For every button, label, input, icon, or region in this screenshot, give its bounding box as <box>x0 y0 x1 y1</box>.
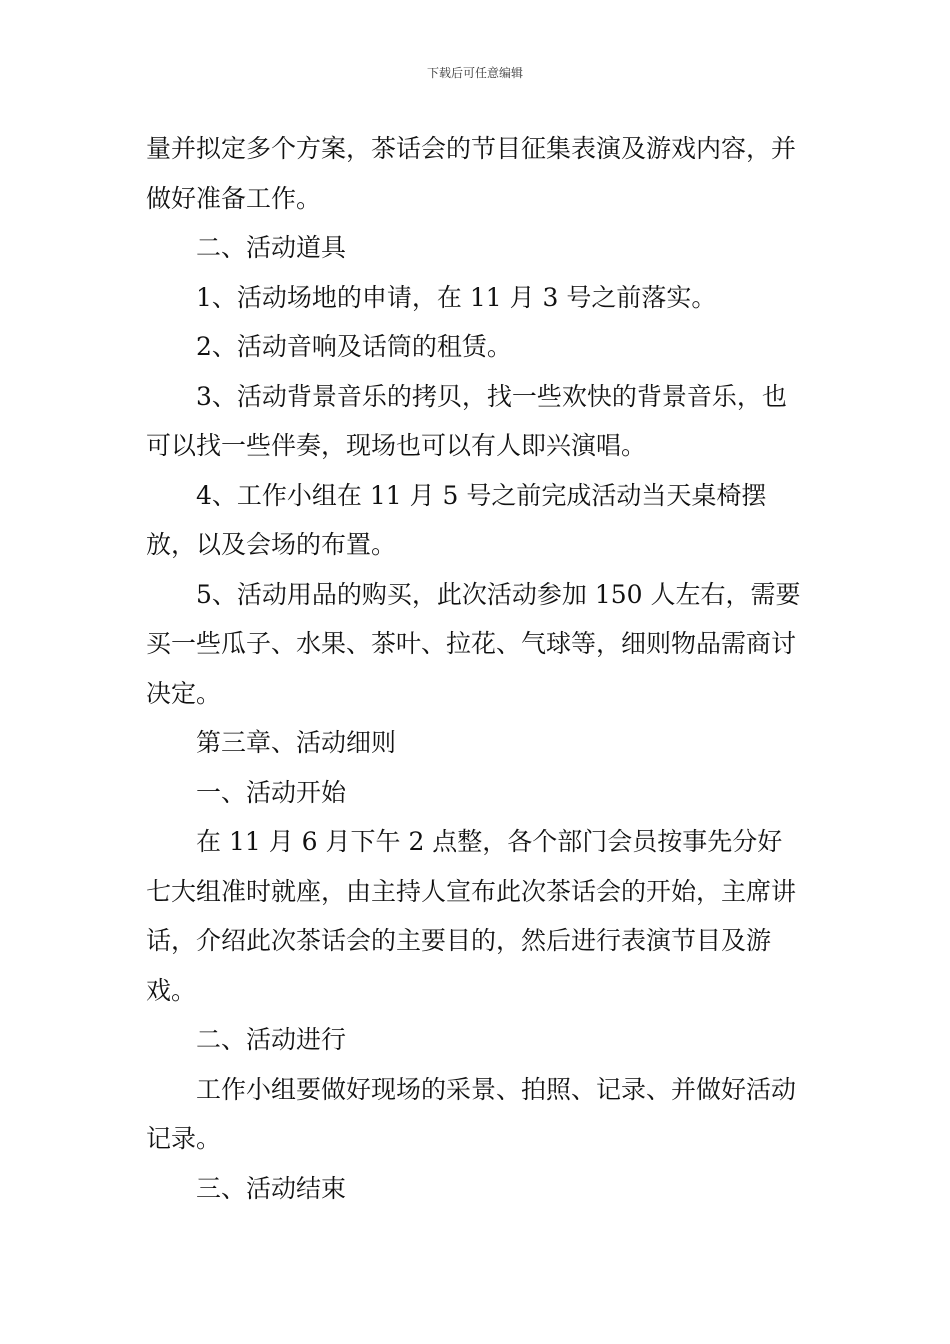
section-heading-props: 二、活动道具 <box>196 233 347 262</box>
list-item-1: 1、活动场地的申请，在 11 月 3 号之前落实。 <box>196 282 717 312</box>
page-header: 下载后可任意编辑 <box>426 66 523 80</box>
paragraph-progress: 工作小组要做好现场的采景、拍照、记录、并做好活动记录。 <box>146 1074 797 1153</box>
document-body <box>146 124 806 1213</box>
section-heading-start: 一、活动开始 <box>196 777 347 807</box>
paragraph-start: 在 11 月 6 月下午 2 点整，各个部门会员按事先分好七大组准时就座，由主持人宣布此次茶话会的开始，主席讲话，介绍此次茶话会的主要目的，然后进行表演节目及游戏。 <box>146 827 797 1005</box>
chapter-heading: 第三章、活动细则 <box>196 728 397 757</box>
list-item-5: 5、活动用品的购买，此次活动参加 150 人左右，需要买一些瓜子、水果、茶叶、拉花、气球等，细则物品需商讨决定。 <box>146 579 801 708</box>
section-heading-progress: 二、活动进行 <box>196 1025 347 1054</box>
section-heading-end: 三、活动结束 <box>196 1173 347 1203</box>
paragraph-continuation: 量并拟定多个方案，茶话会的节目征集表演及游戏内容，并做好准备工作。 <box>146 134 797 213</box>
list-item-4: 4、工作小组在 11 月 5 号之前完成活动当天桌椅摆放，以及会场的布置。 <box>146 480 767 559</box>
list-item-2: 2、活动音响及话筒的租赁。 <box>196 332 512 361</box>
list-item-3: 3、活动背景音乐的拷贝，找一些欢快的背景音乐，也可以找一些伴奏，现场也可以有人即兴演唱。 <box>146 381 787 460</box>
